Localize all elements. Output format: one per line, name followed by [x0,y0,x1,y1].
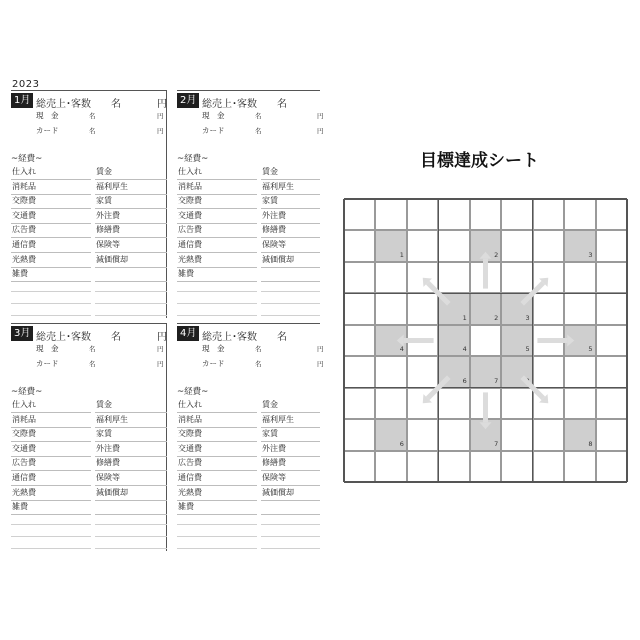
expense-item-label: 消耗品 [178,181,202,191]
expense-item-label: 修繕費 [262,458,286,468]
underline [177,291,257,292]
expense-item-label: 外注費 [262,210,286,220]
cell-number: 4 [462,345,467,354]
expense-item-label: 減価償却 [262,487,294,497]
blank-row [177,539,320,549]
expense-row [177,427,320,442]
payment-yen-unit: 円 [317,360,324,368]
expense-item-label: 雑費 [178,502,194,512]
payment-method-label: カード [36,359,59,368]
goal-sheet-title: 目標達成シート [420,151,539,171]
payment-method-label: カード [202,359,225,368]
expense-item-label: 保険等 [262,473,286,482]
underline [95,291,167,292]
blank-row [11,527,167,537]
blank-row [177,527,320,537]
payment-yen-unit: 円 [157,345,164,353]
sales-label: 総売上･客数 [202,99,257,110]
payment-count-unit: 名 [255,127,262,135]
panel-top-line [11,323,167,324]
expense-item-label: 福利厚生 [262,181,294,191]
underline [11,524,91,525]
expense-item-label: 通信費 [12,473,36,482]
blank-row [177,294,320,304]
expense-row [177,456,320,471]
expense-item-label: 交通費 [12,443,36,453]
expense-heading: ~経費~ [11,154,43,164]
blank-row [177,515,320,525]
underline [177,536,257,537]
blank-row [11,515,167,525]
expense-item-label: 修繕費 [96,458,120,468]
expense-row [11,223,167,238]
expense-row [11,194,167,209]
expense-item-label: 交通費 [178,443,202,453]
expense-item-label: 交通費 [12,210,36,220]
direction-arrow-head [480,422,492,429]
expense-row [177,165,320,180]
expense-item-label: 仕入れ [178,400,202,409]
underline [261,303,320,304]
payment-count-unit: 名 [255,360,262,368]
yen-unit: 円 [157,332,167,343]
expense-item-label: 消耗品 [12,414,36,424]
expense-row [177,209,320,224]
underline [261,315,320,316]
expense-item-label: 仕入れ [12,167,36,176]
payment-method-label: カード [202,126,225,135]
expense-item-label: 雑費 [12,502,28,512]
expense-item-label: 光熱費 [12,487,36,497]
expense-item-label: 家賃 [262,429,278,439]
cell-number: 2 [494,313,499,322]
payment-count-unit: 名 [255,112,262,120]
cell-number: 7 [494,439,499,448]
expense-item-label: 減価償却 [96,487,128,497]
expense-row [177,253,320,268]
expense-item-label: 保険等 [262,240,286,249]
payment-method-label: 現 金 [36,111,59,120]
expense-item-label: 外注費 [262,443,286,453]
expense-item-label: 通信費 [178,473,202,482]
expense-item-label: 通信費 [12,240,36,249]
expense-item-label: 仕入れ [178,167,202,176]
expense-item-label: 外注費 [96,210,120,220]
cell-number: 6 [462,376,467,385]
expense-row [177,238,320,253]
payment-method-label: 現 金 [36,344,59,353]
expense-row [177,486,320,501]
expense-item-label: 交際費 [12,429,36,439]
underline [11,536,91,537]
payment-yen-unit: 円 [317,127,324,135]
expense-row [11,471,167,486]
panel-top-line [177,323,320,324]
expense-row [11,238,167,253]
expense-item-label: 広告費 [12,458,36,468]
underline [261,536,320,537]
expense-row [11,398,167,413]
blank-row [177,282,320,292]
payment-count-unit: 名 [255,345,262,353]
cell-number: 8 [588,439,593,448]
month-badge: 4月 [177,326,199,341]
blank-row [11,282,167,292]
underline [261,291,320,292]
month-badge: 2月 [177,93,199,108]
expense-item-label: 仕入れ [12,400,36,409]
expense-row [11,253,167,268]
direction-arrow-shaft [428,283,449,304]
expense-item-label: 家賃 [96,196,112,206]
cell-number: 4 [399,345,404,354]
expense-item-label: 賃金 [262,400,278,409]
expense-item-label: 交際費 [178,429,202,439]
expense-row [177,500,320,515]
underline [95,548,167,549]
expense-row [11,267,167,282]
expense-row [11,413,167,428]
underline [11,548,91,549]
expense-heading: ~経費~ [11,387,43,397]
panel-top-line [177,90,320,91]
direction-arrow-shaft [522,283,543,304]
underline [11,291,91,292]
cell-number: 1 [462,313,467,322]
blank-row [11,294,167,304]
cell-number: 5 [525,345,530,354]
expense-item-label: 保険等 [96,473,120,482]
customer-count-unit: 名 [277,332,287,343]
expense-heading: ~経費~ [177,387,209,397]
panel-top-line [11,90,167,91]
underline [95,315,167,316]
customer-count-unit: 名 [277,99,287,110]
expense-row [177,413,320,428]
payment-yen-unit: 円 [157,112,164,120]
payment-count-unit: 名 [89,127,96,135]
expense-item-label: 外注費 [96,443,120,453]
sales-label: 総売上･客数 [36,332,91,343]
expense-row [11,180,167,195]
expense-row [11,500,167,515]
expense-item-label: 消耗品 [12,181,36,191]
expense-item-label: 雑費 [12,269,28,279]
expense-item-label: 賃金 [96,400,112,409]
expense-item-label: 修繕費 [96,225,120,235]
underline [95,303,167,304]
expense-item-label: 賃金 [96,167,112,176]
expense-item-label: 保険等 [96,240,120,249]
sales-label: 総売上･客数 [202,332,257,343]
expense-item-label: 福利厚生 [262,414,294,424]
underline [261,524,320,525]
payment-count-unit: 名 [89,112,96,120]
cell-number: 7 [494,376,499,385]
expense-item-label: 賃金 [262,167,278,176]
expense-item-label: 修繕費 [262,225,286,235]
payment-count-unit: 名 [89,360,96,368]
expense-row [177,442,320,457]
year-label: 2023 [12,79,40,90]
underline [95,536,167,537]
underline [11,315,91,316]
expense-row [177,398,320,413]
expense-item-label: 広告費 [178,458,202,468]
underline [261,548,320,549]
underline [95,524,167,525]
expense-item-label: 消耗品 [178,414,202,424]
customer-count-unit: 名 [111,99,121,110]
cell-number: 1 [399,250,404,259]
payment-count-unit: 名 [89,345,96,353]
sales-label: 総売上･客数 [36,99,91,110]
customer-count-unit: 名 [111,332,121,343]
expense-item-label: 広告費 [178,225,202,235]
expense-row [11,456,167,471]
expense-item-label: 光熱費 [12,254,36,264]
underline [177,524,257,525]
payment-yen-unit: 円 [157,360,164,368]
payment-yen-unit: 円 [317,112,324,120]
month-badge: 3月 [11,326,33,341]
underline [177,548,257,549]
payment-method-label: 現 金 [202,111,225,120]
blank-row [11,306,167,316]
expense-item-label: 家賃 [96,429,112,439]
expense-row [177,471,320,486]
expense-item-label: 広告費 [12,225,36,235]
payment-yen-unit: 円 [317,345,324,353]
blank-row [11,539,167,549]
direction-arrow-head [397,335,404,347]
expense-row [11,427,167,442]
expense-item-label: 交際費 [12,196,36,206]
expense-item-label: 光熱費 [178,487,202,497]
goal-grid [344,199,627,482]
direction-arrow-shaft [428,377,449,398]
expense-item-label: 交通費 [178,210,202,220]
underline [177,303,257,304]
underline [177,315,257,316]
cell-number: 2 [494,250,499,259]
expense-item-label: 雑費 [178,269,194,279]
cell-number: 5 [588,345,593,354]
expense-row [177,223,320,238]
direction-arrow-shaft [522,377,543,398]
expense-item-label: 福利厚生 [96,414,128,424]
direction-arrow-head [567,335,574,347]
expense-item-label: 減価償却 [262,254,294,264]
direction-arrows [344,199,627,482]
cell-number: 3 [588,250,593,259]
expense-row [11,165,167,180]
expense-row [177,267,320,282]
month-panel [11,323,167,551]
payment-method-label: カード [36,126,59,135]
month-badge: 1月 [11,93,33,108]
payment-method-label: 現 金 [202,344,225,353]
month-panel [11,90,167,318]
expense-heading: ~経費~ [177,154,209,164]
expense-item-label: 減価償却 [96,254,128,264]
expense-item-label: 交際費 [178,196,202,206]
blank-row [177,306,320,316]
cell-number: 6 [399,439,404,448]
yen-unit: 円 [157,99,167,110]
expense-row [177,180,320,195]
expense-item-label: 家賃 [262,196,278,206]
payment-yen-unit: 円 [157,127,164,135]
expense-item-label: 福利厚生 [96,181,128,191]
month-panel [177,323,324,551]
expense-item-label: 通信費 [178,240,202,249]
direction-arrow-head [480,252,492,259]
expense-row [11,209,167,224]
underline [11,303,91,304]
expense-row [11,442,167,457]
expense-row [177,194,320,209]
expense-item-label: 光熱費 [178,254,202,264]
month-panel [177,90,324,318]
expense-row [11,486,167,501]
cell-number: 3 [525,313,530,322]
